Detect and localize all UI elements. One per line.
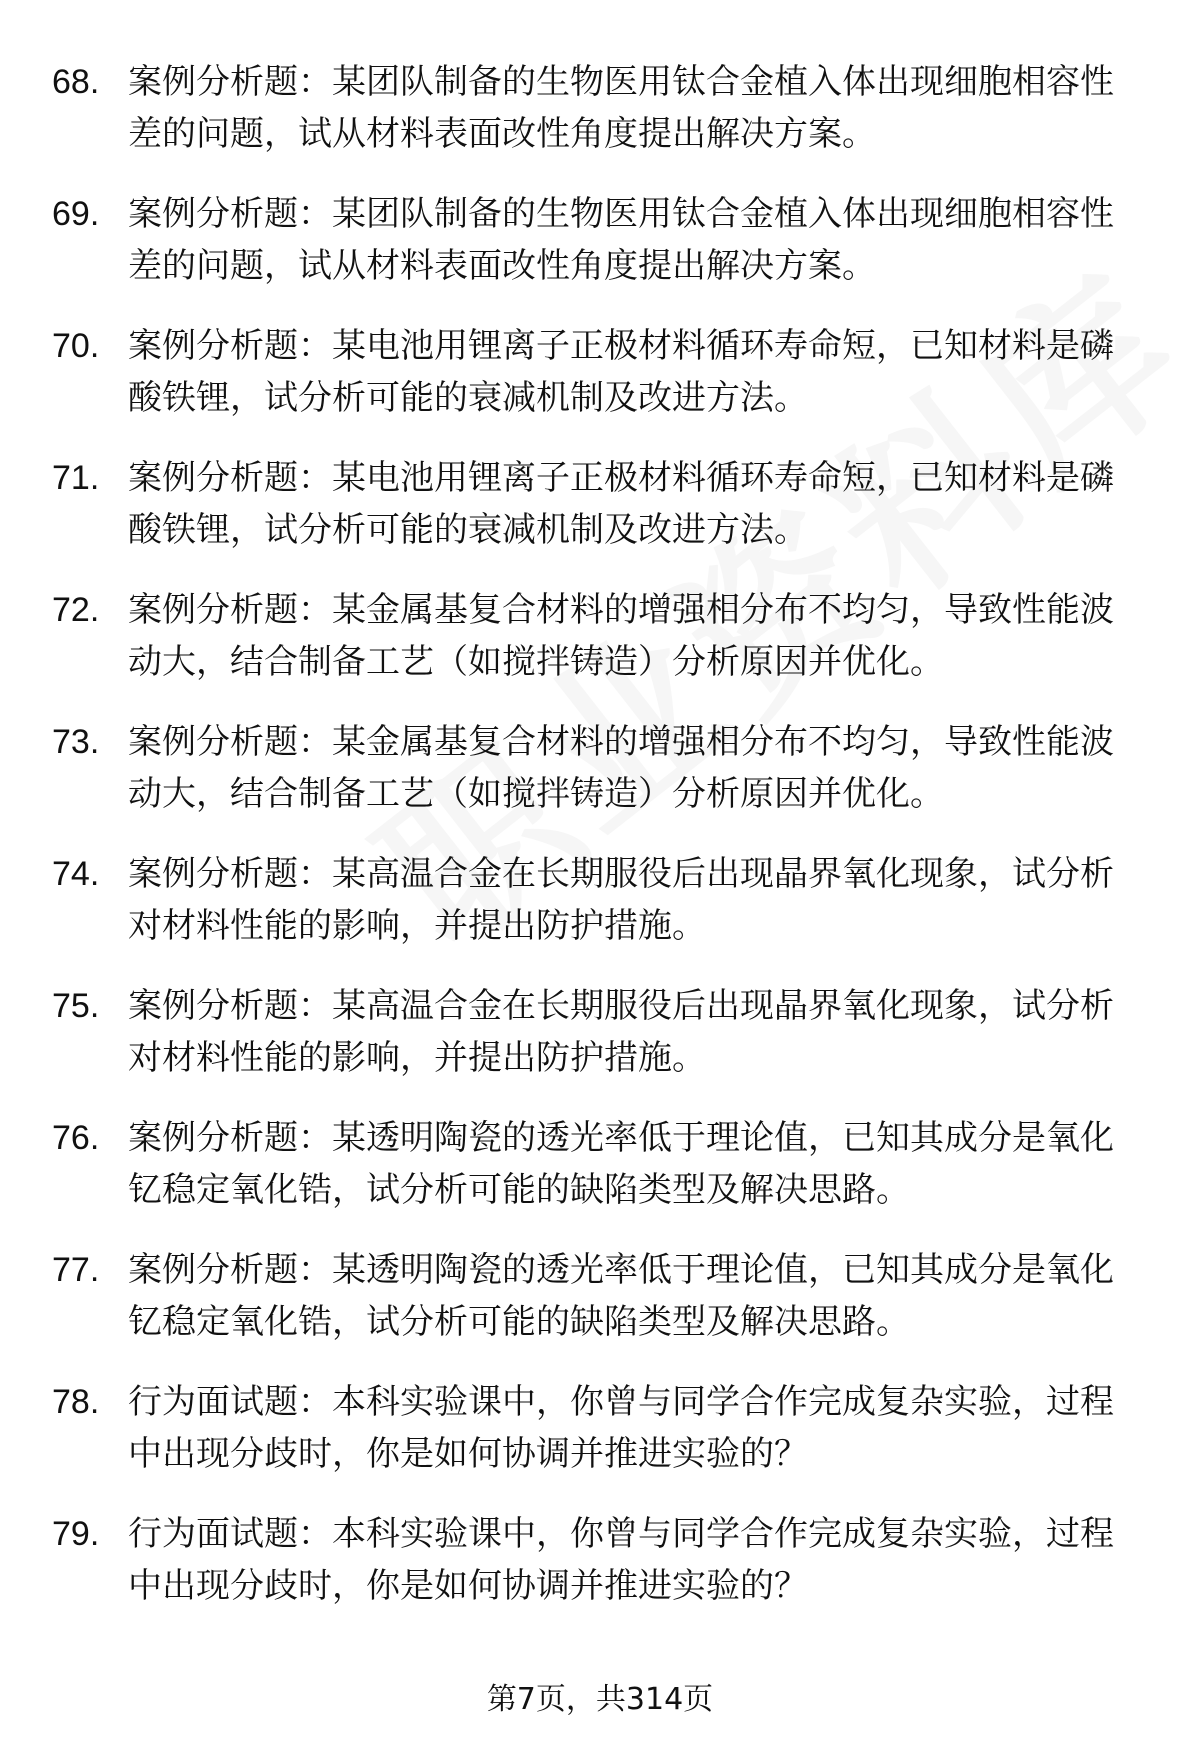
page-number-label: 第7页，共314页 xyxy=(486,1682,714,1717)
question-text: 案例分析题：某金属基复合材料的增强相分布不均匀，导致性能波动大，结合制备工艺（如搅拌铸造）分析原因并优化。 xyxy=(128,590,1114,682)
question-item xyxy=(52,56,1152,188)
question-text: 案例分析题：某透明陶瓷的透光率低于理论值，已知其成分是氧化钇稳定氧化锆，试分析可能的缺陷类型及解决思路。 xyxy=(128,1250,1114,1342)
question-number: 79. xyxy=(52,1515,100,1553)
question-text: 案例分析题：某金属基复合材料的增强相分布不均匀，导致性能波动大，结合制备工艺（如搅拌铸造）分析原因并优化。 xyxy=(128,722,1114,814)
question-text: 行为面试题：本科实验课中，你曾与同学合作完成复杂实验，过程中出现分歧时，你是如何协调并推进实验的？ xyxy=(128,1514,1114,1606)
question-item xyxy=(52,980,1152,1112)
question-number: 75. xyxy=(52,987,100,1025)
question-text: 案例分析题：某电池用锂离子正极材料循环寿命短，已知材料是磷酸铁锂，试分析可能的衰减机制及改进方法。 xyxy=(128,326,1114,418)
question-number: 71. xyxy=(52,459,100,497)
page-footer xyxy=(0,1680,1200,1720)
question-text: 案例分析题：某高温合金在长期服役后出现晶界氧化现象，试分析对材料性能的影响，并提出防护措施。 xyxy=(128,986,1114,1078)
question-text: 案例分析题：某团队制备的生物医用钛合金植入体出现细胞相容性差的问题，试从材料表面改性角度提出解决方案。 xyxy=(128,62,1114,154)
question-list xyxy=(52,56,1152,1640)
question-item xyxy=(52,848,1152,980)
question-number: 70. xyxy=(52,327,100,365)
question-item xyxy=(52,1112,1152,1244)
question-text: 案例分析题：某透明陶瓷的透光率低于理论值，已知其成分是氧化钇稳定氧化锆，试分析可能的缺陷类型及解决思路。 xyxy=(128,1118,1114,1210)
question-text: 案例分析题：某团队制备的生物医用钛合金植入体出现细胞相容性差的问题，试从材料表面改性角度提出解决方案。 xyxy=(128,194,1114,286)
question-text: 案例分析题：某电池用锂离子正极材料循环寿命短，已知材料是磷酸铁锂，试分析可能的衰减机制及改进方法。 xyxy=(128,458,1114,550)
question-item xyxy=(52,1376,1152,1508)
question-item xyxy=(52,716,1152,848)
question-number: 74. xyxy=(52,855,100,893)
question-item xyxy=(52,584,1152,716)
question-number: 73. xyxy=(52,723,100,761)
question-item xyxy=(52,1508,1152,1640)
question-text: 案例分析题：某高温合金在长期服役后出现晶界氧化现象，试分析对材料性能的影响，并提出防护措施。 xyxy=(128,854,1114,946)
question-item xyxy=(52,188,1152,320)
question-number: 78. xyxy=(52,1383,100,1421)
question-item xyxy=(52,452,1152,584)
question-number: 68. xyxy=(52,63,100,101)
question-text: 行为面试题：本科实验课中，你曾与同学合作完成复杂实验，过程中出现分歧时，你是如何协调并推进实验的？ xyxy=(128,1382,1114,1474)
question-number: 72. xyxy=(52,591,100,629)
question-number: 77. xyxy=(52,1251,100,1289)
question-item xyxy=(52,320,1152,452)
question-item xyxy=(52,1244,1152,1376)
question-number: 76. xyxy=(52,1119,100,1157)
question-number: 69. xyxy=(52,195,100,233)
